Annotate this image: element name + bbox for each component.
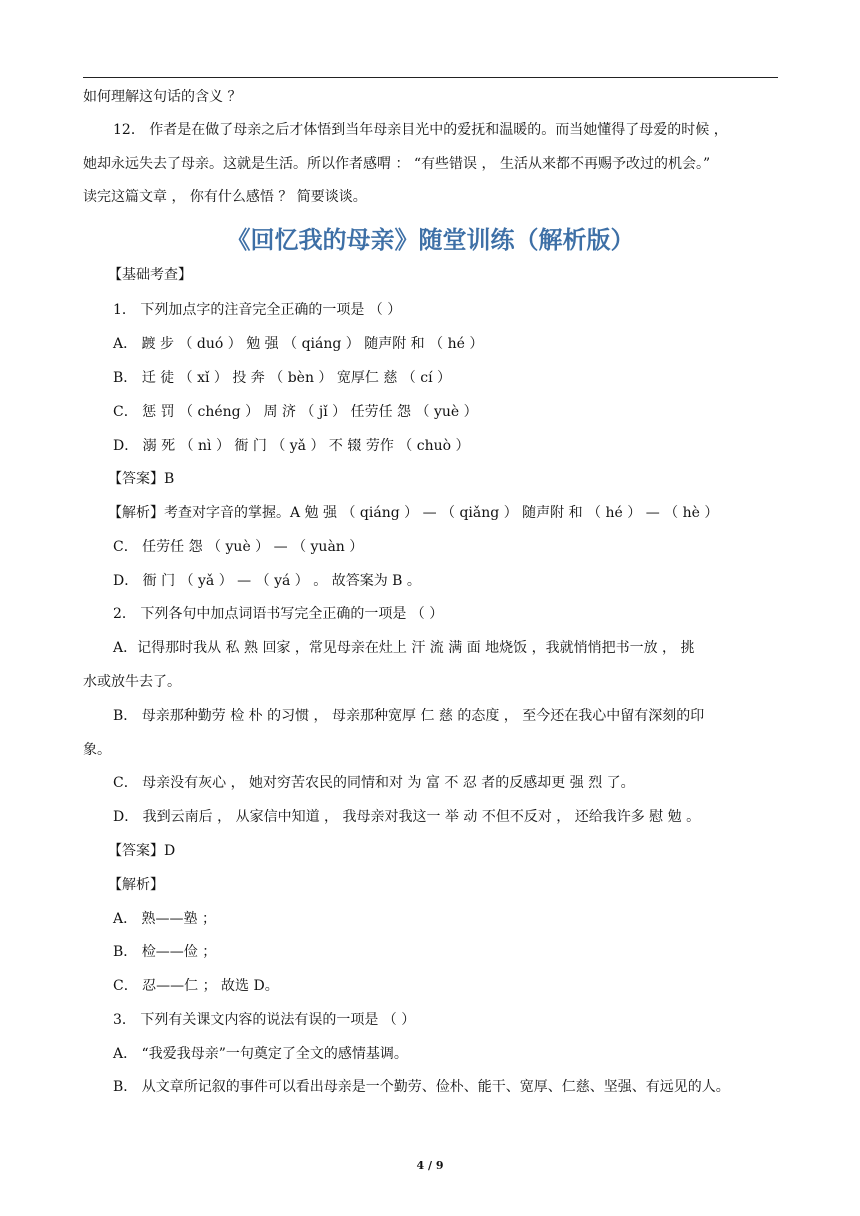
q2-option-a-line-1: A．记得那时我从 私 熟 回家 ，常见母亲在灶上 汗 流 满 面 地烧饭 ，我就悄悄把书一放 ， 挑 <box>113 640 695 656</box>
q2-analysis-a: A． 熟——塾 ； <box>113 911 217 927</box>
q1-stem: 1． 下列加点字的注音完全正确的一项是 （ ） <box>113 302 402 318</box>
q2-analysis-b: B． 检——俭 ； <box>113 944 217 960</box>
q2-stem: 2． 下列各句中加点词语书写完全正确的一项是 （ ） <box>113 606 444 622</box>
q2-option-b-line-1: B． 母亲那种勤劳 检 朴 的习惯 ， 母亲那种宽厚 仁 慈 的态度 ， 至今还在我心中留有深刻的印 <box>113 708 705 724</box>
q12-line-3: 读完这篇文章 ， 你有什么感悟 ？ 简要谈谈。 <box>83 189 367 205</box>
q1-option-a: A． 踱 步 （ duó ） 勉 强 （ qiáng ） 随声附 和 （ hé ） <box>113 336 484 352</box>
q1-analysis-3: D． 衙 门 （ yǎ ） — （ yá ） 。 故答案为 B 。 <box>113 573 421 589</box>
q1-option-c: C． 惩 罚 （ chéng ） 周 济 （ jǐ ） 任劳任 怨 （ yuè ） <box>113 404 478 420</box>
q1-option-b: B． 迁 徒 （ xǐ ） 投 奔 （ bèn ） 宽厚仁 慈 （ cí ） <box>113 370 451 386</box>
header-rule <box>83 77 778 78</box>
q3-stem: 3． 下列有关课文内容的说法有误的一项是 （ ） <box>113 1012 416 1028</box>
q2-answer: 【答案】D <box>108 843 176 859</box>
q12-line-1: 12． 作者是在做了母亲之后才体悟到当年母亲目光中的爱抚和温暖的。而当她懂得了母爱的时候 ， <box>113 122 728 138</box>
q2-option-b-line-2: 象。 <box>83 742 111 758</box>
q1-analysis-1: 【解析】考查对字音的掌握。A 勉 强 （ qiáng ） — （ qiǎng ） 随声附 和 （ hé ） — （ hè ） <box>108 505 719 521</box>
q12-line-2: 她却永远失去了母亲。这就是生活。所以作者感喟 ： “有些错误 ， 生活从来都不再赐予改过的机会。” <box>83 156 711 172</box>
q3-option-a: A． “我爱我母亲”一句奠定了全文的感情基调。 <box>113 1046 408 1062</box>
header-line: 如何理解这句话的含义 ？ <box>83 89 242 105</box>
section-heading: 【基础考查】 <box>108 267 192 283</box>
q2-analysis-heading: 【解析】 <box>108 877 164 893</box>
page-title: 《回忆我的母亲》随堂训练（解析版） <box>226 226 635 254</box>
q2-option-d: D． 我到云南后 ， 从家信中知道 ， 我母亲对我这一 举 动 不但不反对 ， 还给我许多 慰 勉 。 <box>113 809 701 825</box>
q2-option-a-line-2: 水或放牛去了。 <box>83 674 181 690</box>
q3-option-b: B． 从文章所记叙的事件可以看出母亲是一个勤劳、俭朴、能干、宽厚、仁慈、坚强、有远见的人。 <box>113 1079 730 1095</box>
q1-option-d: D． 溺 死 （ nì ） 衙 门 （ yǎ ） 不 辍 劳作 （ chuò ） <box>113 438 470 454</box>
q2-option-c: C． 母亲没有灰心 ， 她对穷苦农民的同情和对 为 富 不 忍 者的反感却更 强 烈 了。 <box>113 775 635 791</box>
q1-analysis-2: C． 任劳任 怨 （ yuè ） — （ yuàn ） <box>113 539 364 555</box>
page-number: 4 / 9 <box>416 1159 444 1172</box>
q2-analysis-c: C． 忍——仁 ； 故选 D。 <box>113 978 279 994</box>
q1-answer: 【答案】B <box>108 471 175 487</box>
